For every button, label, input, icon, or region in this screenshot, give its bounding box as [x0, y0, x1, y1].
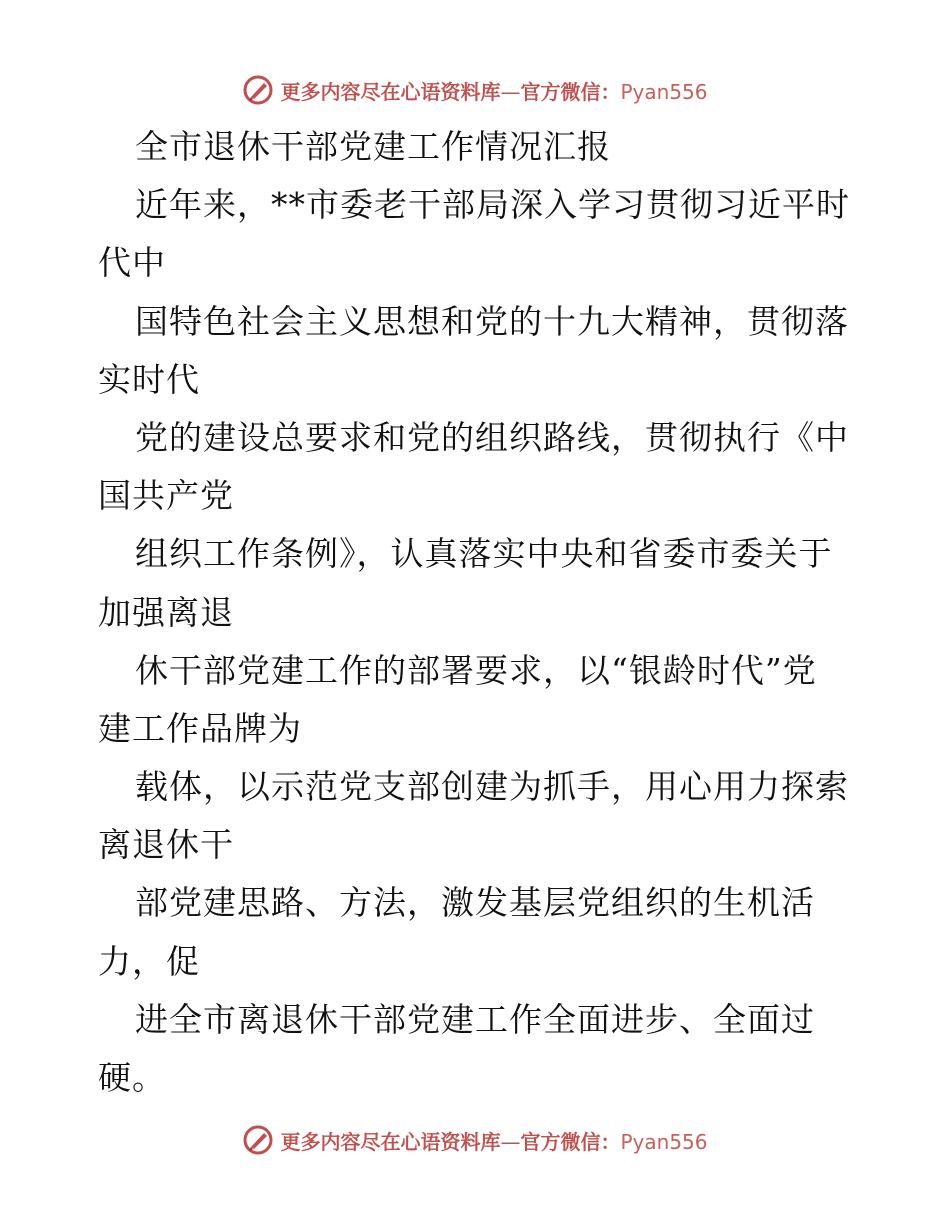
text-line: 近年来，**市委老干部局深入学习贯彻习近平时 [135, 185, 850, 225]
banner-separator: — [500, 1129, 521, 1154]
banner-site-name: 更多内容尽在心语资料库 [280, 1129, 501, 1154]
banner-separator: — [500, 79, 521, 104]
text-line: 国共产党 [98, 476, 234, 516]
quill-pen-logo-icon [242, 74, 274, 106]
text-line: 离退休干 [98, 825, 234, 865]
text-line: 部党建思路、方法，激发基层党组织的生机活 [135, 883, 815, 923]
banner-text [280, 1126, 707, 1155]
text-line: 力，促 [98, 941, 200, 981]
text-line: 加强离退 [98, 592, 234, 632]
text-line: 硬。 [98, 1058, 166, 1097]
text-line: 建工作品牌为 [98, 708, 302, 748]
text-line: 国特色社会主义思想和党的十九大精神，贯彻落 [135, 301, 849, 341]
header-banner [0, 70, 950, 110]
text-line: 代中 [98, 243, 166, 283]
text-line: 实时代 [98, 359, 200, 399]
text-line: 载体，以示范党支部创建为抓手，用心用力探索 [135, 767, 849, 807]
banner-text [280, 76, 707, 105]
text-line: 休干部党建工作的部署要求，以“银龄时代”党 [135, 650, 817, 690]
text-line: 进全市离退休干部党建工作全面进步、全面过 [135, 999, 815, 1039]
document-body [98, 118, 858, 1107]
text-line: 党的建设总要求和党的组织路线，贯彻执行《中 [135, 417, 849, 457]
quill-pen-logo-icon [242, 1124, 274, 1156]
footer-banner [0, 1120, 950, 1160]
document-title: 全市退休干部党建工作情况汇报 [135, 127, 611, 166]
banner-wechat-id: Pyan556 [620, 1129, 708, 1154]
banner-wechat-label: 官方微信： [520, 1129, 621, 1154]
text-line: 组织工作条例》，认真落实中央和省委市委关于 [135, 534, 833, 574]
banner-wechat-id: Pyan556 [620, 79, 708, 104]
banner-wechat-label: 官方微信： [520, 79, 621, 104]
banner-site-name: 更多内容尽在心语资料库 [280, 79, 501, 104]
